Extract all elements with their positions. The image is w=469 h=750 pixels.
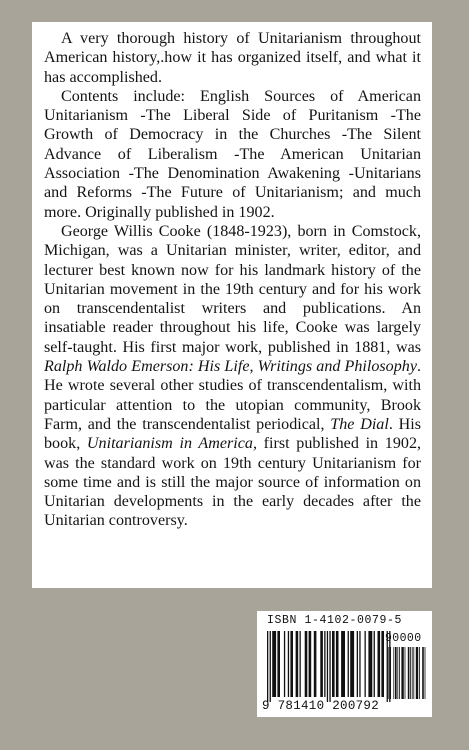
text-segment: . He wrote several other studies of transcendentalism, with particular attention to the utopian community, Brook Farm, and the transcendentalist periodical,	[44, 358, 421, 433]
addon-bar	[413, 647, 414, 699]
barcode-bar	[272, 631, 276, 697]
isbn-barcode-block	[257, 611, 432, 717]
author-bio-paragraph	[44, 222, 421, 531]
barcode-bar	[314, 631, 317, 697]
barcode-bar	[288, 631, 289, 697]
barcode-bar	[336, 631, 339, 697]
barcode-bar	[357, 631, 358, 697]
italic-title-segment: The Dial	[330, 415, 389, 433]
barcode-bar	[365, 631, 366, 697]
barcode-bar	[267, 631, 268, 702]
addon-bar	[401, 647, 403, 699]
barcode-bar	[277, 631, 280, 697]
text-segment: , first published in 1902, was the standard work on 19th century Unitarianism for some time and is still the major source of information on Unitarian developments in the early decades after the Unitarian controversy.	[44, 435, 422, 530]
text-segment: George Willis Cooke (1848-1923), born in Comstock, Michigan, was a Unitarian minister, writer, editor, and lecturer best known now for his landmark history of the Unitarian movement in the 19th century and for his work on transcendentalist writers and publications. An insatiable reader throughout his life, Cooke was largely self-taught. His first major work, published in 1881, was	[44, 222, 421, 356]
barcode-bar	[374, 631, 375, 697]
addon-bar	[399, 647, 400, 699]
barcode-bar	[305, 631, 308, 697]
barcode-bar	[329, 631, 330, 702]
barcode-bar	[309, 631, 312, 697]
addon-bar	[422, 647, 424, 699]
barcode-bar	[368, 631, 372, 697]
addon-bar	[405, 647, 406, 699]
barcode-bar	[350, 631, 354, 697]
price-code-label: 90000	[385, 632, 422, 645]
addon-bar	[395, 647, 397, 699]
barcode-bar	[296, 631, 299, 697]
barcode-bar	[378, 631, 381, 697]
addon-bar	[425, 647, 426, 699]
barcode-bar	[327, 631, 328, 702]
barcode-bar	[300, 631, 301, 697]
addon-bar	[388, 647, 389, 699]
isbn-label: ISBN 1-4102-0079-5	[267, 614, 403, 627]
barcode-bar	[320, 631, 323, 697]
text-segment: A very thorough history of Unitarianism throughout American history,.how it has organized itself, and what it has accomplished.	[44, 30, 421, 86]
barcode-bar	[324, 631, 325, 697]
addon-bar	[416, 647, 418, 699]
addon-bar	[419, 647, 420, 699]
addon-bar	[412, 647, 413, 699]
addon-bar	[410, 647, 411, 699]
text-segment: Contents include: English Sources of American Unitarianism -The Liberal Side of Puritanism -The Growth of Democracy in the Churches -The Silent Advance of Liberalism -The American Unitarian Association -The Denomination Awakening -Unitarians and Reforms -The Future of Unitarianism; and much more. Originally published in 1902.	[44, 87, 421, 221]
addon-bar	[408, 647, 410, 699]
barcode-bar	[290, 631, 293, 697]
barcode-bar	[381, 631, 384, 697]
barcode-bar	[341, 631, 345, 697]
back-cover-text-panel	[32, 22, 432, 588]
barcode-bar	[332, 631, 335, 697]
barcode-bar	[284, 631, 285, 697]
barcode-bar	[270, 631, 271, 702]
price-addon-barcode-bars	[388, 647, 426, 699]
ean13-barcode-bars	[267, 631, 391, 702]
ean-number-label: 9 781410 200792	[262, 699, 380, 713]
barcode-bar	[348, 631, 349, 697]
barcode-bar	[359, 631, 360, 697]
description-paragraph	[44, 29, 421, 87]
italic-title-segment: Unitarianism in America	[86, 435, 253, 453]
addon-bar	[397, 647, 398, 699]
contents-paragraph	[44, 87, 421, 222]
text-segment: . His book,	[44, 415, 421, 453]
italic-title-segment: Ralph Waldo Emerson: His Life, Writings and Philosophy	[44, 358, 417, 376]
addon-bar	[393, 647, 394, 699]
addon-bar	[389, 647, 391, 699]
